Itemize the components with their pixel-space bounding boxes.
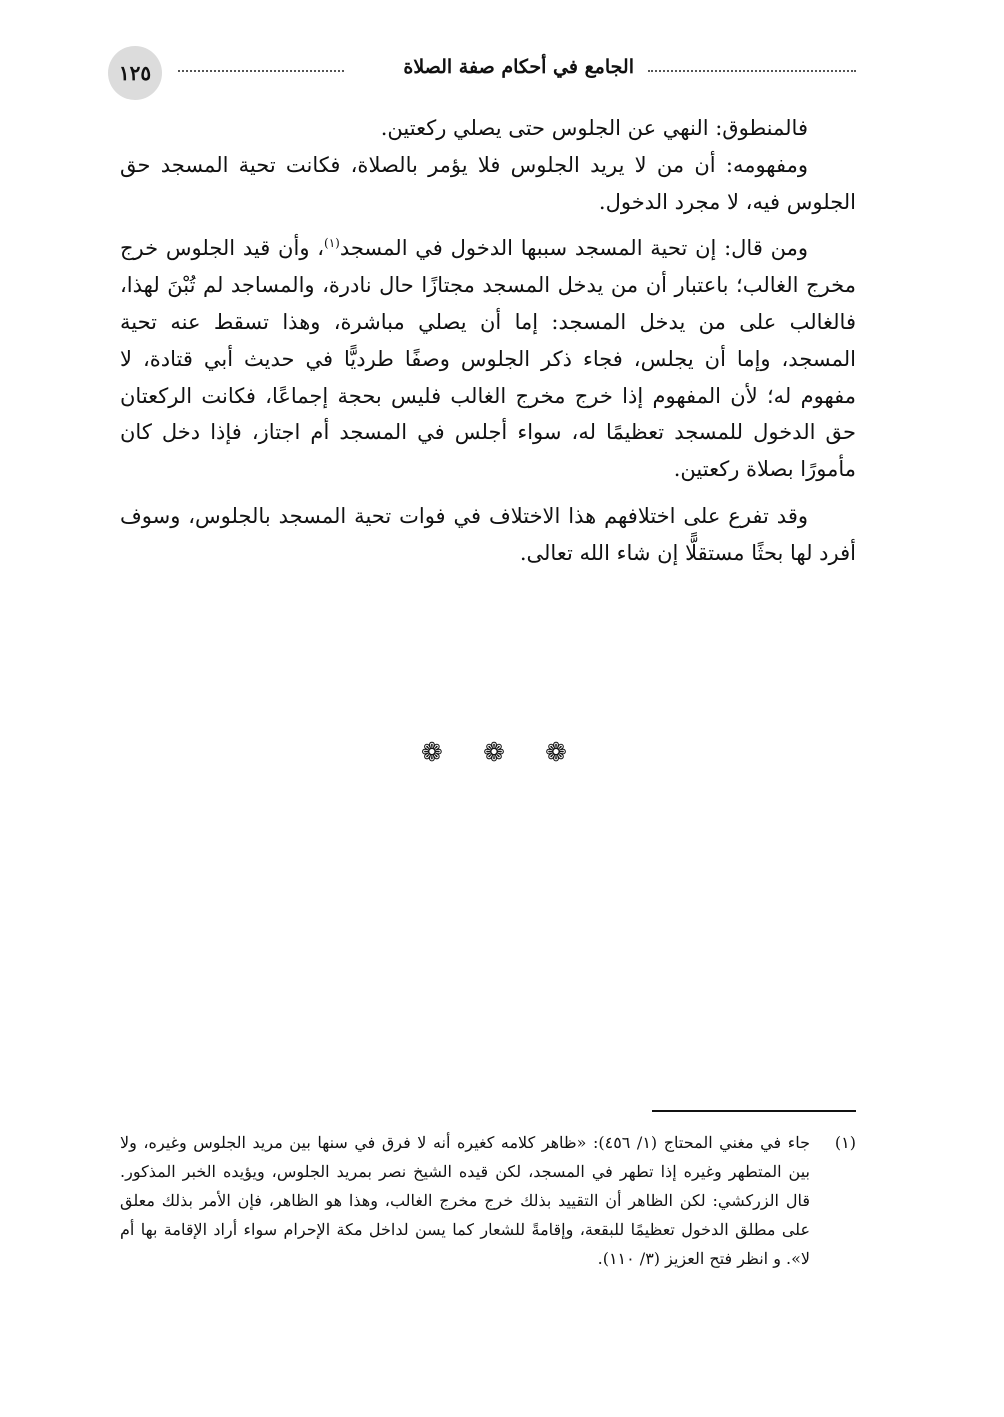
page-number-badge: ١٢٥ xyxy=(108,46,162,100)
running-title: الجامع في أحكام صفة الصلاة xyxy=(403,56,634,78)
main-text xyxy=(120,110,856,572)
paragraph-mafhum: ومفهومه: أن من لا يريد الجلوس فلا يؤمر بالصلاة، فكانت تحية المسجد حق الجلوس فيه، لا مجرد الدخول. xyxy=(120,152,856,214)
header-dotted-leader-left xyxy=(178,70,344,72)
footnote-marker: (١) xyxy=(834,1133,856,1152)
header-dotted-leader-right xyxy=(648,70,856,72)
paragraph-mantuq: فالمنطوق: النهي عن الجلوس حتى يصلي ركعتين. xyxy=(380,116,808,140)
footnote-reference[interactable]: (١) xyxy=(324,236,340,251)
paragraph-tahiyyat-rest: ، وأن قيد الجلوس خرج مخرج الغالب؛ باعتبار أن من يدخل المسجد مجتازًا حال نادرة، والمساجد لم تُبْنَ لهذا، فالغالب على من يدخل المسجد: إما أن يصلي مباشرة، وهذا تسقط عنه تحية المسجد، وإما أن يجلس، فجاء ذكر الجلوس وصفًا طرديًّا في حديث أبي قتادة، لا مفهوم له؛ لأن المفهوم إذا خرج مخرج الغالب فليس بحجة إجماعًا، فكانت الركعتان حق الدخول للمسجد تعظيمًا له، سواء أجلس في المسجد أم اجتاز، فإذا دخل كان مأمورًا بصلاة ركعتين. xyxy=(120,236,856,482)
footnote-1 xyxy=(120,1128,856,1273)
footnote-text: جاء في مغني المحتاج (١/ ٤٥٦): «ظاهر كلامه كغيره أنه لا فرق في سنها بين مريد الجلوس وغيره، ولا بين المتطهر وغيره إذا تطهر في المسجد، لكن قيده الشيخ نصر بمريد الجلوس، ويؤيده الخبر المذكور. قال الزركشي: لكن الظاهر أن التقييد بذلك خرج مخرج الغالب، وهذا هو الظاهر، فإن الأمر بذلك معلق على مطلق الدخول تعظيمًا للبقعة، وإقامةً للشعار كما يسن لداخل مكة الإحرام سواء أراد الإقامة بها أم لا». و انظر فتح العزيز (٣/ ١١٠). xyxy=(120,1133,810,1268)
page-header xyxy=(108,46,856,98)
section-divider-ornaments: ❁ ❁ ❁ xyxy=(421,738,583,768)
footnote-separator-rule xyxy=(652,1110,856,1112)
paragraph-tahiyyat-dukhul xyxy=(120,230,856,488)
paragraph-tafarru: وقد تفرع على اختلافهم هذا الاختلاف في فوات تحية المسجد بالجلوس، وسوف أفرد لها بحثًا مستقلًّا إن شاء الله تعالى. xyxy=(120,503,856,565)
paragraph-tahiyyat-start: ومن قال: إن تحية المسجد سببها الدخول في المسجد xyxy=(339,236,809,261)
